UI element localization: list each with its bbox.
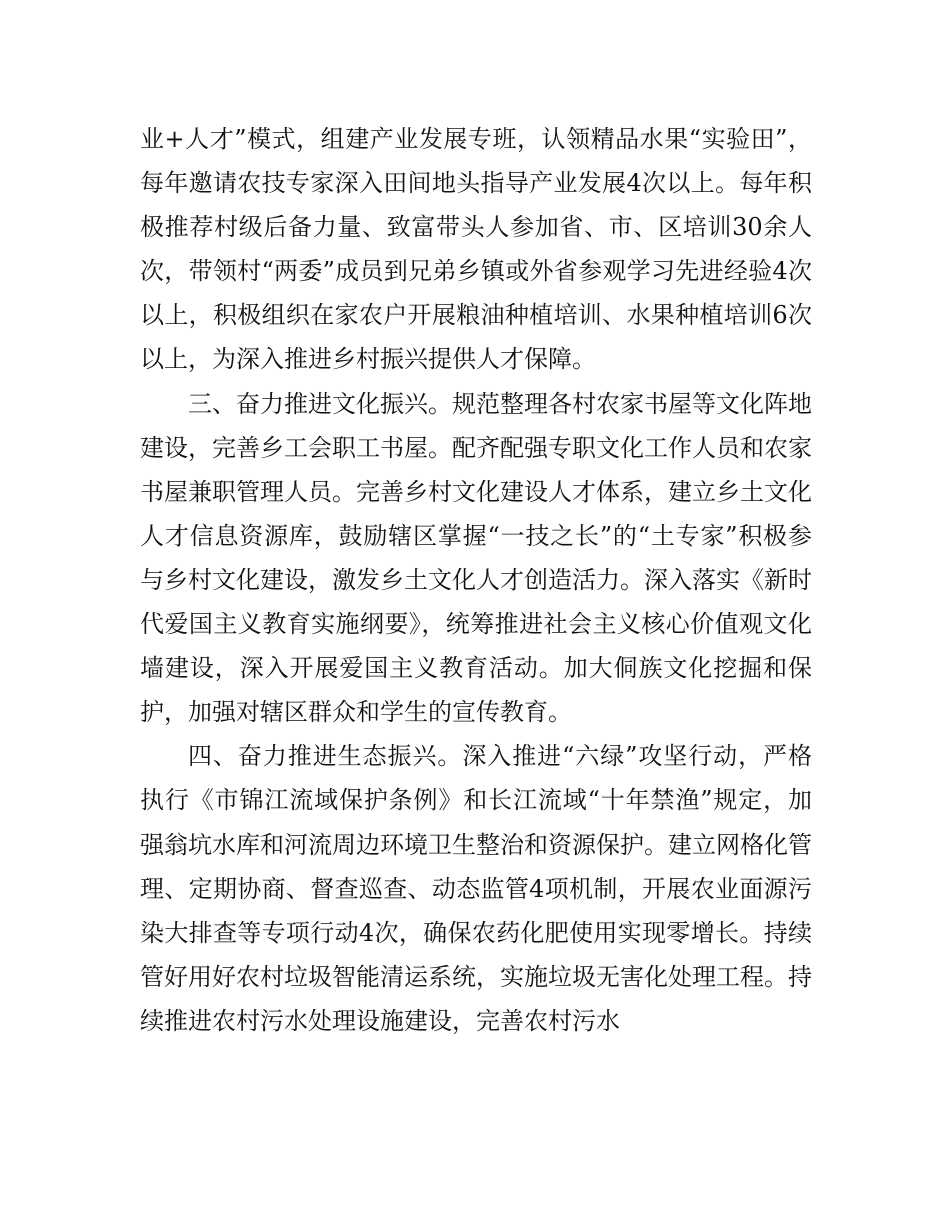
paragraph-talent-revitalization: 业+人才”模式，组建产业发展专班，认领精品水果“实验田”，每年邀请农技专家深入田间地头指导产业发展4次以上。每年积极推荐村级后备力量、致富带头人参加省、市、区培训30余人次，带领村“两委”成员到兄弟乡镇或外省参观学习先进经验4次以上，积极组织在家农户开展粮油种植培训、水果种植培训6次以上，为深入推进乡村振兴提供人才保障。 — [140, 125, 812, 374]
paragraph-ecology-revitalization: 四、奋力推进生态振兴。深入推进“六绿”攻坚行动，严格执行《市锦江流域保护条例》和长江流域“十年禁渔”规定，加强翁坑水库和河流周边环境卫生整治和资源保护。建立网格化管理、定期协商、督查巡查、动态监管4项机制，开展农业面源污染大排查等专项行动4次，确保农药化肥使用实现零增长。持续管好用好农村垃圾智能清运系统，实施垃圾无害化处理工程。持续推进农村污水处理设施建设，完善农村污水 — [140, 742, 812, 1035]
document-body — [140, 117, 812, 1043]
paragraph-culture-revitalization: 三、奋力推进文化振兴。规范整理各村农家书屋等文化阵地建设，完善乡工会职工书屋。配齐配强专职文化工作人员和农家书屋兼职管理人员。完善乡村文化建设人才体系，建立乡土文化人才信息资源库，鼓励辖区掌握“一技之长”的“土专家”积极参与乡村文化建设，激发乡土文化人才创造活力。深入落实《新时代爱国主义教育实施纲要》，统筹推进社会主义核心价值观文化墙建设，深入开展爱国主义教育活动。加大侗族文化挖掘和保护，加强对辖区群众和学生的宣传教育。 — [140, 389, 812, 727]
